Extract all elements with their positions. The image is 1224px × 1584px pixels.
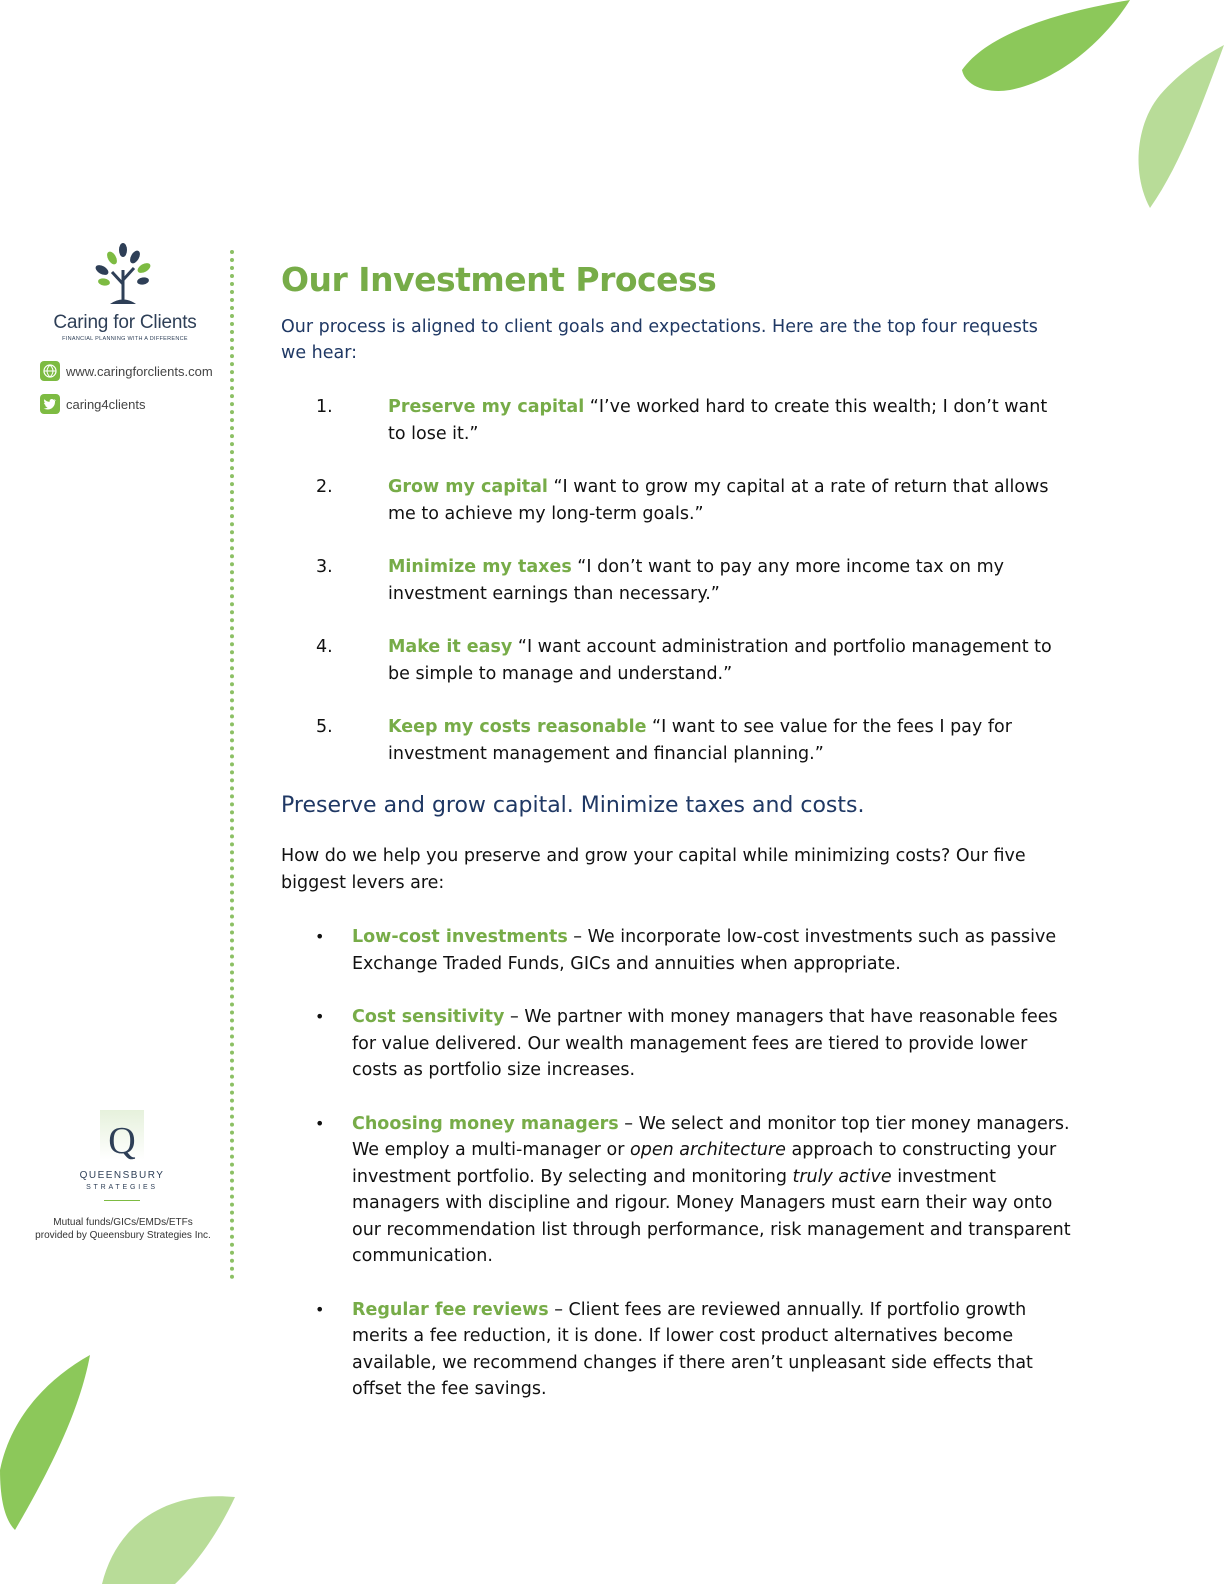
queensbury-logo [100,1110,144,1160]
item-label: Preserve my capital [388,397,585,417]
item-number: 2. [316,477,333,497]
twitter-handle: caring4clients [66,396,146,412]
item-label: Minimize my taxes [388,557,572,577]
bullet: • [315,927,325,946]
item-body: – We partner with money managers that have reasonable fees for value delivered. Our wealth management fees are tiered to provide lower costs as portfolio size increases. [352,1007,1058,1080]
brand-name: Caring for Clients [53,312,197,333]
website-text: www.caringforclients.com [66,363,213,379]
item-label: Keep my costs reasonable [388,717,647,737]
item-label: Grow my capital [388,477,548,497]
twitter-link[interactable] [40,394,146,414]
item-emphasis: truly active [792,1166,892,1187]
partner-subname: STRATEGIES [86,1184,158,1191]
item-quote: “I want to grow my capital at a rate of return that allows me to achieve my long-term goals.” [388,477,1049,524]
item-text [388,474,1068,527]
item-text [388,554,1068,607]
item-text [352,924,1072,977]
list-item [281,714,1081,767]
item-number: 5. [316,717,333,737]
page-title: Our Investment Process [281,260,717,299]
list-item [281,1297,1081,1403]
item-number: 1. [316,397,333,417]
bullet: • [315,1113,325,1133]
sidebar-divider [230,250,234,1280]
item-number: 4. [316,637,333,657]
item-body-part-1: – We select and monitor top tier money managers. We employ a multi-manager or [352,1113,1070,1160]
item-body: – We incorporate low-cost investments such as passive Exchange Traded Funds, GICs and annuities when appropriate. [352,927,1057,974]
item-quote: “I want to see value for the fees I pay for investment management and financial planning.” [388,717,1012,764]
list-item [281,474,1081,527]
item-quote: “I’ve worked hard to create this wealth; I don’t want to lose it.” [388,397,1048,444]
item-emphasis: open architecture [630,1140,786,1160]
item-text [388,394,1068,447]
item-label: Choosing money managers [352,1113,619,1134]
item-text [352,1111,1072,1270]
list-item [281,1111,1081,1270]
item-number: 3. [316,557,333,577]
requests-list [281,394,1081,767]
list-item [281,634,1081,687]
tree-logo-icon [88,240,158,310]
partner-note [30,1216,216,1242]
partner-note-line-2: provided by Queensbury Strategies Inc. [35,1230,211,1241]
leaf-bottom-left-2 [102,1496,235,1584]
section-heading: Preserve and grow capital. Minimize taxes and costs. [281,793,865,818]
item-text [388,634,1068,687]
leaf-top-right-2 [1139,45,1224,208]
item-label: Regular fee reviews [352,1299,549,1320]
intro-paragraph: Our process is aligned to client goals and expectations. Here are the top four requests we hear: [281,317,1038,363]
website-link[interactable] [40,361,213,381]
item-label: Make it easy [388,637,513,657]
brand-tagline: FINANCIAL PLANNING WITH A DIFFERENCE [62,336,188,342]
leaf-top-right-1 [962,0,1130,91]
leaf-bottom-left-1 [0,1355,90,1530]
item-text [352,1297,1072,1403]
main-content [281,258,1081,1430]
list-item [281,924,1081,977]
list-item [281,1004,1081,1084]
levers-list [281,924,1081,1403]
list-item [281,554,1081,607]
partner-rule [104,1200,140,1201]
item-body-part-2: approach to constructing your investment portfolio. By selecting and monitoring [352,1140,1057,1187]
section-lead: How do we help you preserve and grow your capital while minimizing costs? Our five biggest levers are: [281,846,1026,893]
item-body-part-3: investment managers with discipline and rigour. Money Managers must earn their way onto our recommendation list through performance, risk management and transparent communication. [352,1166,1071,1266]
partner-note-line-1: Mutual funds/GICs/EMDs/ETFs [53,1217,193,1228]
partner-name: QUEENSBURY [79,1170,165,1181]
item-body: – Client fees are reviewed annually. If portfolio growth merits a fee reduction, it is done. If lower cost product alternatives become available, we recommend changes if there aren’t unpleasant side effects that offset the fee savings. [352,1299,1033,1399]
item-text [388,714,1068,767]
item-quote: “I don’t want to pay any more income tax on my investment earnings than necessary.” [388,557,1004,604]
item-quote: “I want account administration and portfolio management to be simple to manage and understand.” [388,637,1052,684]
globe-icon [40,361,60,381]
item-text [352,1004,1072,1084]
item-label: Low-cost investments [352,927,568,947]
queensbury-logo-letter: Q [108,1120,136,1162]
twitter-icon [40,394,60,414]
item-label: Cost sensitivity [352,1007,505,1027]
bullet: • [315,1299,325,1319]
bullet: • [315,1007,325,1026]
list-item [281,394,1081,447]
